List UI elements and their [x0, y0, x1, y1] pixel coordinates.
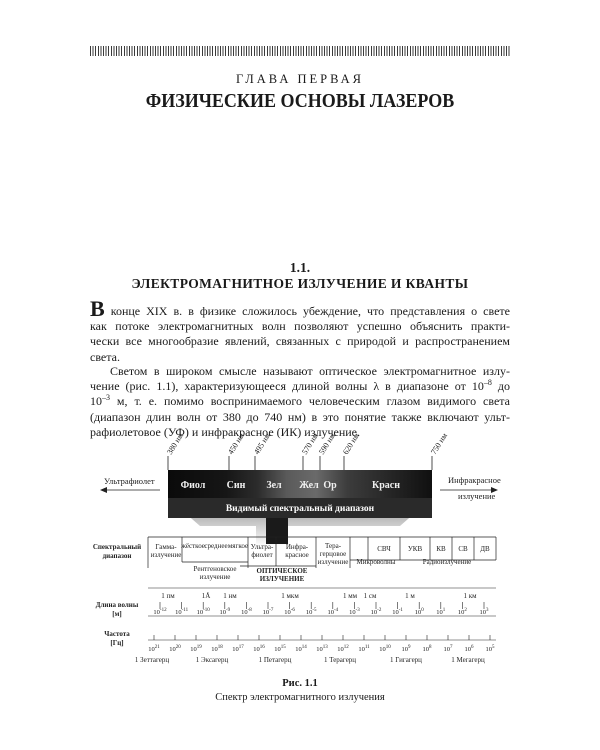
optical-label-1: ОПТИЧЕСКОЕ [256, 567, 308, 575]
section-number: 1.1. [289, 260, 311, 275]
row-label-frequency-1: Частота [104, 630, 130, 638]
xray-soft-label: мягкое [227, 542, 249, 550]
frequency-unit-giga: 1 Гигагерц [390, 656, 422, 664]
uv-label: Ультрафиолет [104, 476, 155, 486]
paragraph-1-line-1: В конце XIX в. в физике сложилось убеждение, что представления о свете [90, 296, 510, 321]
wavelength-exponent-label: $10^{-3}$ [349, 608, 360, 616]
row-label-spectral-1: Спектральный [92, 543, 142, 551]
wavelength-exponent-label: $10^{-10}$ [196, 608, 210, 616]
vhf-label: УКВ [407, 545, 423, 553]
frequency-exponent-label: $10^{15}$ [274, 645, 286, 653]
uv-arrowhead [100, 487, 107, 493]
wavelength-unit-pm: 1 пм [161, 592, 175, 600]
wavelength-label-450: 450 нм [226, 431, 247, 457]
uv-band-label-2: фиолет [251, 551, 273, 559]
band-yellow: Жел [299, 480, 319, 491]
wavelength-exponent-label: $10^{-12}$ [153, 608, 167, 616]
wavelength-label-750: 750 нм [429, 431, 450, 457]
band-red: Красн [371, 480, 401, 491]
frequency-exponent-label: $10^9$ [401, 645, 411, 653]
wavelength-label-495: 495 нм [252, 431, 273, 457]
band-green: Зел [266, 480, 282, 491]
hf-label: КВ [436, 545, 446, 553]
wavelength-exponent-label: $10^{-11}$ [175, 608, 189, 616]
wavelength-exponent-label: $10^3$ [479, 608, 489, 616]
wavelength-label-570: 570 нм [300, 431, 321, 457]
visible-stem [266, 518, 288, 544]
wavelength-unit-angstrom: 1Å [201, 592, 211, 600]
wavelength-exponent-label: $10^{-8}$ [241, 608, 252, 616]
frequency-exponent-label: $10^8$ [422, 645, 432, 653]
wavelength-exponent-label: $10^1$ [436, 608, 446, 616]
wavelength-exponent-label: $10^{-1}$ [392, 608, 403, 616]
paragraph-2-line-3: $10^{-3}$ м, т. е. помимо воспринимаемого человеческим глазом видимого света [90, 393, 510, 409]
gamma-label-2: излучение [150, 551, 182, 559]
band-violet: Фиол [180, 480, 206, 491]
wavelength-unit-um: 1 мкм [281, 592, 299, 600]
frequency-exponent-label: $10^7$ [443, 645, 453, 653]
wavelength-label-590: 590 нм [317, 431, 338, 457]
paragraph-2-line-4: (диапазон длин волн от 380 до 740 нм) в это понятие также включают ульт- [90, 409, 510, 424]
frequency-exponent-label: $10^{11}$ [358, 645, 370, 653]
row-label-wavelength-2: [м] [112, 610, 122, 618]
paragraph-1-line-2: как потоке электромагнитных волн позволяют успешно объяснить практи- [90, 319, 510, 334]
paragraph-1-line-3: чески все многообразие явлений, связанных с природой и распространением [90, 334, 510, 349]
paragraph-2-line-1: Светом в широком смысле называют оптическое электромагнитное излу- [110, 364, 510, 378]
gamma-label-1: Гамма- [155, 543, 177, 551]
frequency-exponent-label: $10^{20}$ [169, 645, 181, 653]
ir-label-2: излучение [458, 491, 496, 501]
thz-label-2: герцовое [319, 550, 347, 558]
xray-label-1: Рентгеновское [193, 565, 237, 573]
wavelength-exponent-label: $10^0$ [414, 608, 424, 616]
frequency-exponent-label: $10^5$ [485, 645, 495, 653]
band-blue: Син [226, 480, 246, 491]
frequency-exponent-label: $10^{13}$ [316, 645, 328, 653]
frequency-exponent-label: $10^{14}$ [295, 645, 307, 653]
wavelength-marks [168, 456, 432, 470]
frequency-unit-peta: 1 Петагерц [258, 656, 292, 664]
ir-band-label-2: красное [285, 551, 309, 559]
thz-label-3: излучение [317, 558, 349, 566]
wavelength-unit-km: 1 км [463, 592, 477, 600]
row-label-spectral-2: диапазон [102, 552, 132, 560]
frequency-exponent-label: $10^{19}$ [190, 645, 202, 653]
chapter-title: ФИЗИЧЕСКИЕ ОСНОВЫ ЛАЗЕРОВ [145, 90, 455, 112]
frequency-exponent-label: $10^{10}$ [379, 645, 391, 653]
row-label-wavelength-1: Длина волны [95, 601, 139, 609]
frequency-unit-exa: 1 Эксагерц [195, 656, 229, 664]
frequency-unit-mega: 1 Мегагерц [451, 656, 485, 664]
shf-label: СВЧ [377, 545, 391, 553]
wavelength-exponent-label: $10^{-5}$ [305, 608, 317, 616]
frequency-exponent-label: $10^{12}$ [337, 645, 349, 653]
frequency-row [104, 630, 496, 664]
xray-label-2: излучение [199, 573, 231, 581]
wavelength-row [96, 588, 496, 618]
frequency-exponent-label: $10^{17}$ [232, 645, 244, 653]
paragraph-2-line-5: рафиолетовое (УФ) и инфракрасное (ИК) излучение. [90, 424, 360, 439]
wavelength-unit-mm: 1 мм [342, 592, 358, 600]
thz-label-1: Тера- [324, 542, 342, 550]
microwave-label: Микроволны [356, 558, 396, 566]
xray-hard-label: жёсткое [181, 542, 205, 550]
chapter-label: ГЛАВА ПЕРВАЯ [235, 72, 365, 86]
figure-caption-text: Спектр электромагнитного излучения [215, 692, 385, 703]
wavelength-exponent-label: $10^2$ [457, 608, 467, 616]
wavelength-unit-m: 1 м [405, 592, 415, 600]
wavelength-label-620: 620 нм [341, 431, 362, 457]
wavelength-exponent-label: $10^{-9}$ [219, 608, 231, 616]
ir-label-1: Инфракрасное [448, 475, 501, 485]
frequency-exponent-label: $10^{16}$ [253, 645, 265, 653]
lf-label: ДВ [480, 545, 490, 553]
frequency-unit-tera: 1 Терагерц [323, 656, 357, 664]
wavelength-exponent-label: $10^{-7}$ [262, 608, 274, 616]
frequency-unit-zetta: 1 Зеттагерц [134, 656, 170, 664]
wavelength-exponent-label: $10^{-4}$ [327, 608, 339, 616]
band-orange: Ор [323, 480, 337, 491]
row-label-frequency-2: [Гц] [110, 639, 124, 647]
wavelength-exponent-label: $10^{-6}$ [284, 608, 295, 616]
paragraph-1-line-4: света. [90, 349, 120, 364]
figure-caption-label: Рис. 1.1 [282, 678, 318, 689]
frequency-exponent-label: $10^{18}$ [211, 645, 223, 653]
wavelength-unit-cm: 1 см [363, 592, 377, 600]
frequency-exponent-label: $10^{21}$ [148, 645, 160, 653]
xray-medium-label: среднее [204, 542, 228, 550]
ir-band-label-1: Инфра- [285, 543, 309, 551]
mf-label: СВ [458, 545, 468, 553]
uv-band-label-1: Ультра- [250, 543, 274, 551]
radio-label: Радиоизлучение [422, 558, 472, 566]
drop-cap: В [90, 296, 105, 321]
frequency-exponent-label: $10^6$ [464, 645, 474, 653]
optical-label-2: ИЗЛУЧЕНИЕ [259, 575, 305, 583]
wavelength-exponent-label: $10^{-2}$ [370, 608, 382, 616]
visible-range-label: Видимый спектральный диапазон [225, 504, 375, 514]
section-title: ЭЛЕКТРОМАГНИТНОЕ ИЗЛУЧЕНИЕ И КВАНТЫ [131, 276, 469, 291]
wavelength-label-380: 380 нм [165, 431, 186, 457]
paragraph-2-line-2: чение (рис. 1.1), характеризующееся длиной волны λ в диапазоне от $10^{-8}$ до [90, 378, 511, 394]
wavelength-unit-nm: 1 нм [223, 592, 237, 600]
